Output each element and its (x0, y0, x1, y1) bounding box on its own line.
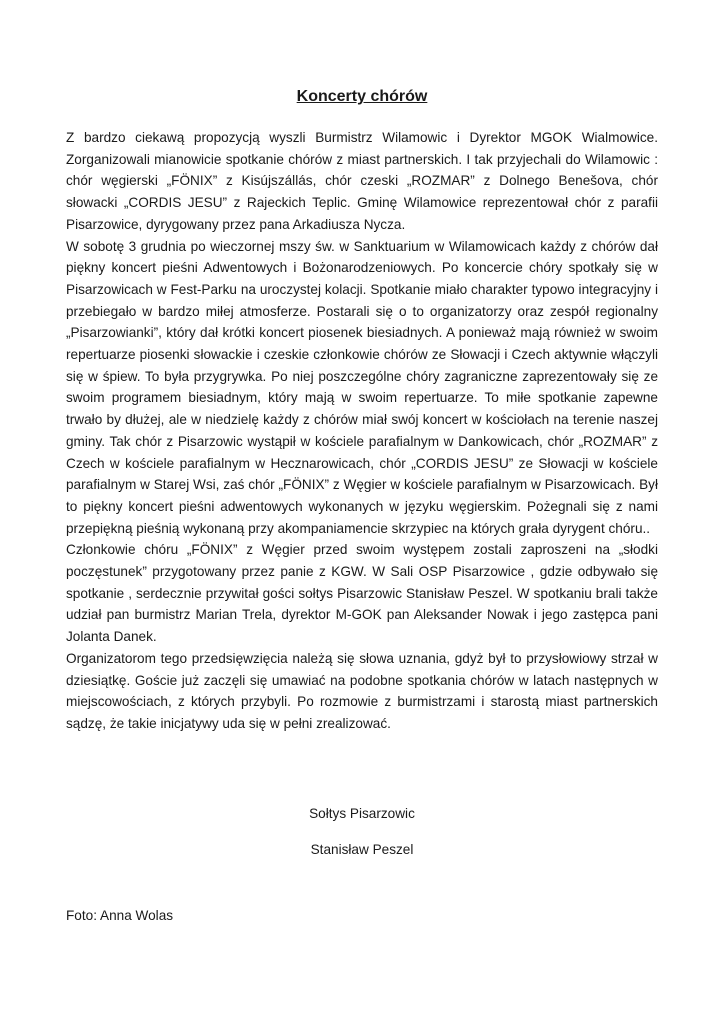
document-title: Koncerty chórów (296, 88, 428, 105)
paragraph-concerts: W sobotę 3 grudnia po wieczornej mszy św. w Sanktuarium w Wilamowicach każdy z chórów dał piękny koncert pieśni Adwentowych i Bożonarodzeniowych. Po koncercie chóry spotkały się w Pisarzowicach w Fest-Parku na uroczystej kolacji. Spotkanie miało charakter typowo integracyjny i przebiegało w bardzo miłej atmosferze. Postarali się o to organizatorzy oraz zespół regionalny „Pisarzowianki”, który dał krótki koncert piosenek biesiadnych. A ponieważ mają również w swoim repertuarze piosenki słowackie i czeskie członkowie chórów ze Słowacji i Czech aktywnie włączyli się w śpiew. To była przygrywka. Po niej poszczególne chóry zagraniczne zaprezentowały się ze swoim programem biesiadnym, który mają w swoim repertuarze. To miłe spotkanie zapewne trwało by dłużej, ale w niedzielę każdy z chórów miał swój koncert w kościołach na terenie naszej gminy. Tak chór z Pisarzowic wystąpił w kościele parafialnym w Dankowicach, chór „ROZMAR” z Czech w kościele parafialnym w Hecznarowicach, chór „CORDIS JESU” ze Słowacji w kościele parafialnym w Starej Wsi, zaś chór „FÖNIX” z Węgier w kościele parafialnym w Pisarzowicach. Był to piękny koncert pieśni adwentowych wykonanych w języku węgierskim. Pożegnali się z nami przepiękną pieśnią wykonaną przy akompaniamencie skrzypiec na których grała dyrygent chóru.. (66, 238, 658, 536)
signature-role: Sołtys Pisarzowic (309, 806, 415, 821)
signature-name: Stanisław Peszel (310, 842, 414, 857)
paragraph-intro: Z bardzo ciekawą propozycją wyszli Burmistrz Wilamowic i Dyrektor MGOK Wialmowice. Zorganizowali mianowicie spotkanie chórów z miast partnerskich. I tak przyjechali do Wilamowic : chór węgierski „FÖNIX” z Kisújszállás, chór czeski „ROZMAR” z Dolnego Benešova, chór słowacki „CORDIS JESU” z Rajeckich Teplic. Gminę Wilamowice reprezentował chór z parafii Pisarzowice, dyrygowany przez pana Arkadiusza Nycza. (66, 130, 658, 232)
photo-credit: Foto: Anna Wolas (66, 908, 174, 923)
paragraph-closing: Organizatorom tego przedsięwzięcia należą się słowa uznania, gdyż był to przysłowiowy strzał w dziesiątkę. Goście już zaczęli się umawiać na podobne spotkania chórów w latach następnych w miejscowościach, z których przybyli. Po rozmowie z burmistrzami i starostą miast partnerskich sądzę, że takie inicjatywy uda się w pełni zrealizować. (66, 650, 658, 731)
paragraph-reception: Członkowie chóru „FÖNIX” z Węgier przed swoim występem zostali zaproszeni na „słodki poczęstunek” przygotowany przez panie z KGW. W Sali OSP Pisarzowice , gdzie odbywało się spotkanie , serdecznie przywitał gości sołtys Pisarzowic Stanisław Peszel. W spotkaniu brali także udział pan burmistrz Marian Trela, dyrektor M-GOK pan Aleksander Nowak i jego zastępca pani Jolanta Danek. (66, 542, 658, 645)
article-body (66, 127, 658, 735)
